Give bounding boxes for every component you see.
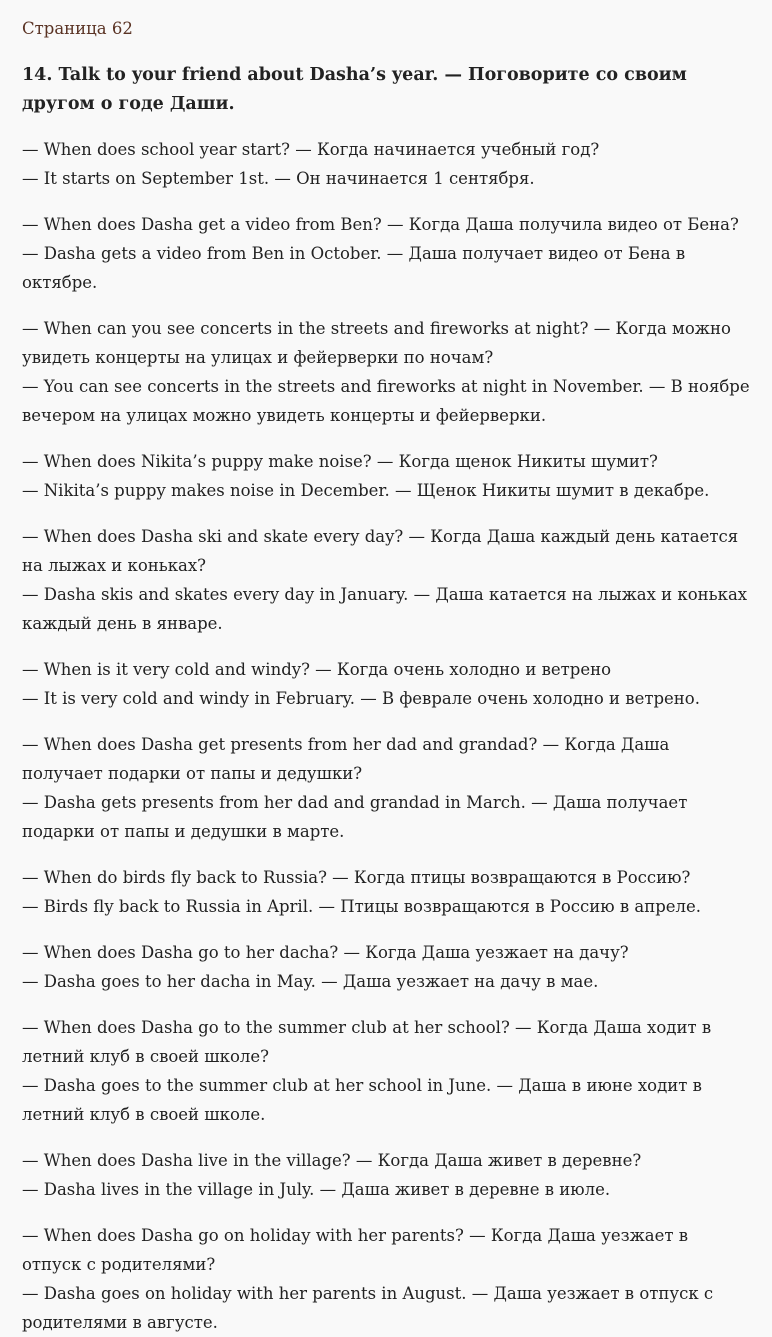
exercise-title: 14. Talk to your friend about Dasha’s year. — Поговорите со своим другом о годе Даши.	[22, 65, 687, 114]
dialogue-block	[22, 655, 752, 713]
dialogue-block	[22, 863, 752, 921]
dialogue-question: — When does Dasha go to her dacha? — Когда Даша уезжает на дачу?	[22, 943, 629, 962]
dialogue-question: — When do birds fly back to Russia? — Когда птицы возвращаются в Россию?	[22, 868, 691, 887]
dialogue-block	[22, 314, 752, 430]
dialogue-answer: — It starts on September 1st. — Он начинается 1 сентября.	[22, 169, 535, 188]
dialogue-answer: — Dasha gets presents from her dad and grandad in March. — Даша получает подарки от папы и дедушки в марте.	[22, 793, 688, 841]
dialogue-answer: — Dasha goes to her dacha in May. — Даша уезжает на дачу в мае.	[22, 972, 599, 991]
dialogue-question: — When does Dasha get a video from Ben? — Когда Даша получила видео от Бена?	[22, 215, 739, 234]
dialogue-question: — When does school year start? — Когда начинается учебный год?	[22, 140, 600, 159]
dialogue-block	[22, 447, 752, 505]
dialogue-block	[22, 1221, 752, 1337]
dialogue-block	[22, 1013, 752, 1129]
dialogue-block	[22, 938, 752, 996]
dialogue-question: — When is it very cold and windy? — Когда очень холодно и ветрено	[22, 660, 612, 679]
page-number-label: Страница 62	[22, 19, 133, 38]
dialogue-question: — When can you see concerts in the streets and fireworks at night? — Когда можно увидеть концерты на улицах и фейерверки по ночам?	[22, 319, 731, 367]
dialogue-answer: — Dasha skis and skates every day in January. — Даша катается на лыжах и коньках каждый день в январе.	[22, 585, 748, 633]
dialogue-block	[22, 210, 752, 297]
dialogue-answer: — You can see concerts in the streets and fireworks at night in November. — В ноябре вечером на улицах можно увидеть концерты и фейерверки.	[22, 377, 750, 425]
dialogue-answer: — Dasha gets a video from Ben in October. — Даша получает видео от Бена в октябре.	[22, 244, 686, 292]
dialogue-question: — When does Dasha live in the village? — Когда Даша живет в деревне?	[22, 1151, 642, 1170]
dialogue-block	[22, 522, 752, 638]
dialogue-answer: — It is very cold and windy in February. — В феврале очень холодно и ветрено.	[22, 689, 700, 708]
dialogue-answer: — Dasha goes to the summer club at her school in June. — Даша в июне ходит в летний клуб в своей школе.	[22, 1076, 702, 1124]
dialogue-question: — When does Dasha go on holiday with her parents? — Когда Даша уезжает в отпуск с родителями?	[22, 1226, 689, 1274]
dialogue-question: — When does Dasha get presents from her dad and grandad? — Когда Даша получает подарки от папы и дедушки?	[22, 735, 670, 783]
dialogue-block	[22, 730, 752, 846]
dialogue-question: — When does Nikita’s puppy make noise? — Когда щенок Никиты шумит?	[22, 452, 658, 471]
dialogue-answer: — Nikita’s puppy makes noise in December. — Щенок Никиты шумит в декабре.	[22, 481, 710, 500]
dialogue-block	[22, 135, 752, 193]
dialogue-answer: — Dasha goes on holiday with her parents in August. — Даша уезжает в отпуск с родителями в августе.	[22, 1284, 714, 1332]
dialogue-answer: — Dasha lives in the village in July. — Даша живет в деревне в июле.	[22, 1180, 611, 1199]
dialogue-answer: — Birds fly back to Russia in April. — Птицы возвращаются в Россию в апреле.	[22, 897, 702, 916]
dialogue-question: — When does Dasha go to the summer club at her school? — Когда Даша ходит в летний клуб в своей школе?	[22, 1018, 712, 1066]
dialogue-question: — When does Dasha ski and skate every day? — Когда Даша каждый день катается на лыжах и коньках?	[22, 527, 739, 575]
dialogue-block	[22, 1146, 752, 1204]
